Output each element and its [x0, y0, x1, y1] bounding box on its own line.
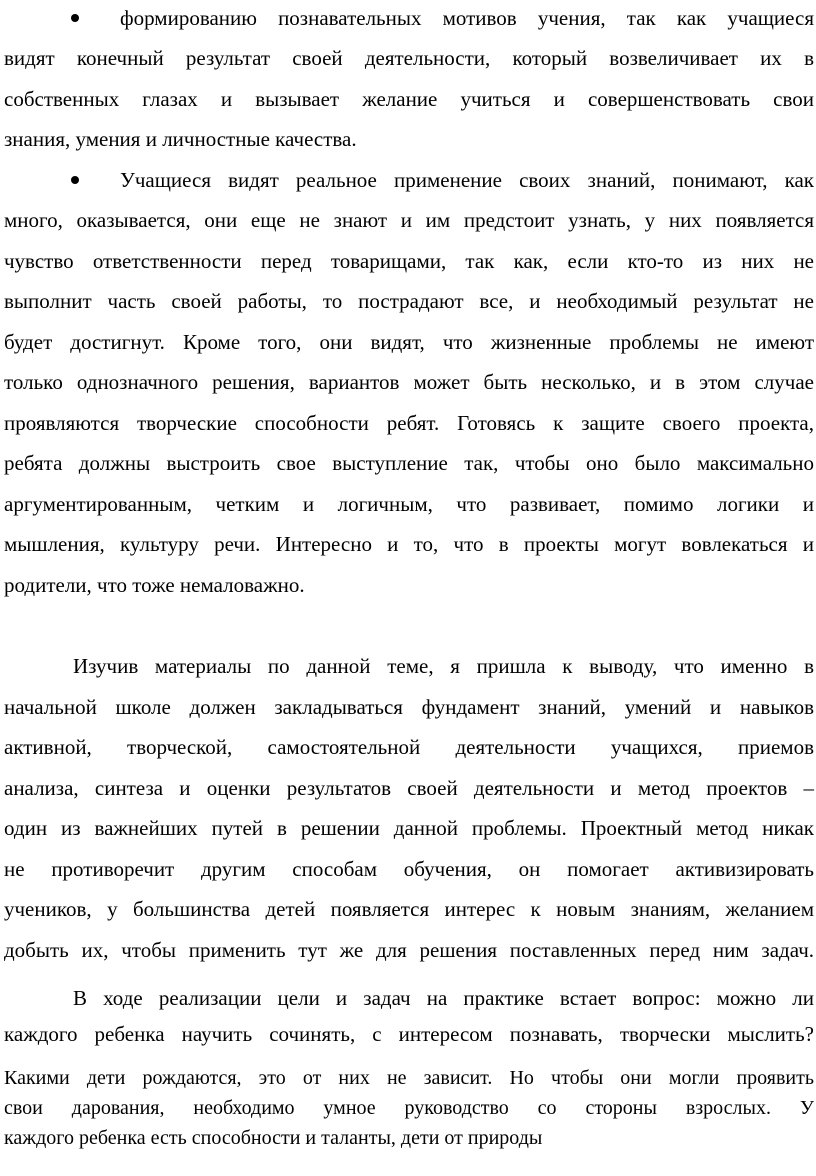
p3-line-4: анализа, синтеза и оценки результатов своей деятельности и метод проектов – [4, 776, 814, 800]
p4-line-2: каждого ребенка научить сочинять, с интересом познавать, творчески мыслить? [4, 1022, 814, 1046]
p4-line-3: Какими дети рождаются, это от них не зависит. Но чтобы они могли проявить [4, 1067, 814, 1089]
p2-line-1: Учащиеся видят реальное применение своих знаний, понимают, как [120, 168, 814, 192]
bullet-icon [71, 176, 79, 184]
p2-line-6: только однозначного решения, вариантов может быть несколько, и в этом случае [4, 370, 814, 394]
p1-line-1: формированию познавательных мотивов учения, так как учащиеся [120, 6, 814, 30]
bullet-icon [71, 14, 79, 22]
p2-line-11: родители, что тоже немаловажно. [4, 573, 305, 597]
p4-line-4: свои дарования, необходимо умное руководство со стороны взрослых. У [4, 1097, 814, 1119]
p3-line-2: начальной школе должен закладываться фундамент знаний, умений и навыков [4, 695, 814, 719]
p2-line-10: мышления, культуру речи. Интересно и то, что в проекты могут вовлекаться и [4, 532, 814, 556]
p2-line-5: будет достигнут. Кроме того, они видят, что жизненные проблемы не имеют [4, 330, 814, 354]
p2-line-4: выполнит часть своей работы, то пострадают все, и необходимый результат не [4, 289, 814, 313]
p4-line-5: каждого ребенка есть способности и таланты, дети от природы [4, 1127, 543, 1149]
p4-line-1: В ходе реализации цели и задач на практике встает вопрос: можно ли [73, 986, 814, 1010]
p2-line-9: аргументированным, четким и логичным, что развивает, помимо логики и [4, 492, 814, 516]
p3-line-5: один из важнейших путей в решении данной проблемы. Проектный метод никак [4, 816, 814, 840]
p3-line-8: добыть их, чтобы применить тут же для решения поставленных перед ним задач. [4, 938, 814, 962]
p1-line-4: знания, умения и личностные качества. [4, 127, 357, 151]
p3-line-1: Изучив материалы по данной теме, я пришла к выводу, что именно в [73, 654, 814, 678]
p2-line-2: много, оказывается, они еще не знают и им предстоит узнать, у них появляется [4, 208, 814, 232]
p2-line-3: чувство ответственности перед товарищами, так как, если кто-то из них не [4, 249, 814, 273]
p1-line-2: видят конечный результат своей деятельности, который возвеличивает их в [4, 46, 814, 70]
p3-line-6: не противоречит другим способам обучения, он помогает активизировать [4, 857, 814, 881]
p2-line-7: проявляются творческие способности ребят. Готовясь к защите своего проекта, [4, 411, 814, 435]
p3-line-3: активной, творческой, самостоятельной деятельности учащихся, приемов [4, 735, 814, 759]
p2-line-8: ребята должны выстроить свое выступление так, чтобы оно было максимально [4, 451, 814, 475]
p3-line-7: учеников, у большинства детей появляется интерес к новым знаниям, желанием [4, 897, 814, 921]
p1-line-3: собственных глазах и вызывает желание учиться и совершенствовать свои [4, 87, 814, 111]
